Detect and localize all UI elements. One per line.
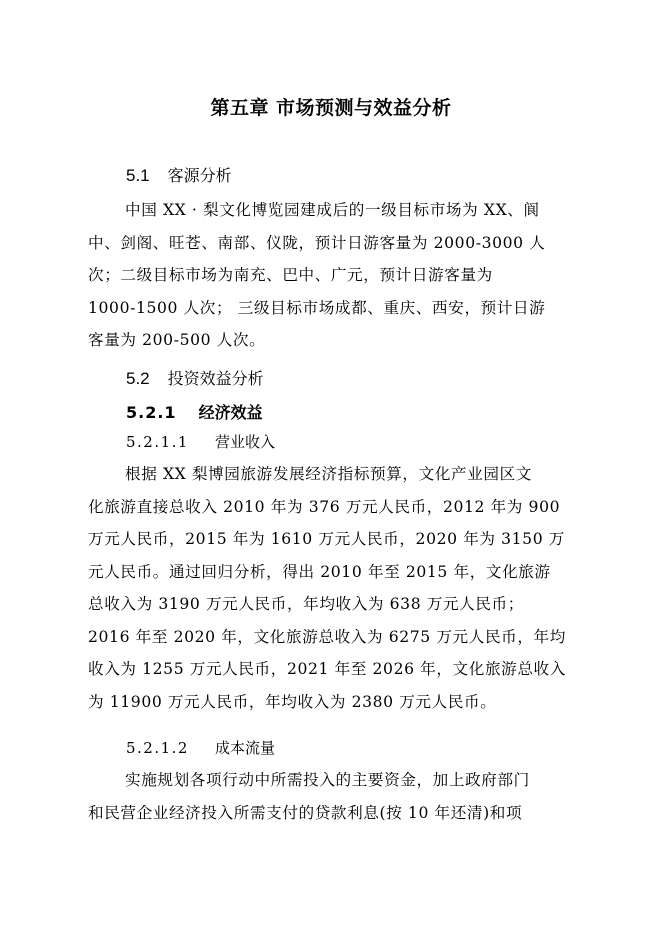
section-title: 客源分析 bbox=[167, 166, 232, 185]
paragraph-line: 中国 XX · 梨文化博览园建成后的一级目标市场为 XX、阆 bbox=[125, 201, 540, 219]
paragraph-line: 1000-1500 人次； 三级目标市场成都、重庆、西安，预计日游 bbox=[88, 298, 546, 317]
paragraph-line: 根据 XX 梨博园旅游发展经济指标预算，文化产业园区文 bbox=[125, 465, 532, 483]
paragraph-line: 总收入为 3190 万元人民币，年均收入为 638 万元人民币； bbox=[88, 595, 524, 613]
paragraph-line: 次；二级目标市场为南充、巴中、广元，预计日游客量为 bbox=[88, 266, 493, 284]
paragraph-line: 收入为 1255 万元人民币，2021 年至 2026 年，文化旅游总收入 bbox=[88, 660, 566, 678]
section-heading-5-1 bbox=[126, 163, 232, 186]
subsection-heading-5-2-1 bbox=[126, 400, 263, 423]
subsection-number: 5.2.1 bbox=[126, 403, 177, 422]
subsubsection-number: 5.2.1.1 bbox=[126, 433, 189, 451]
paragraph-line: 2016 年至 2020 年，文化旅游总收入为 6275 万元人民币，年均 bbox=[88, 627, 566, 646]
subsubsection-title: 成本流量 bbox=[214, 739, 275, 757]
subsubsection-heading-5-2-1-2 bbox=[126, 737, 275, 758]
subsubsection-heading-5-2-1-1 bbox=[126, 431, 275, 452]
paragraph-line: 元人民币。通过回归分析，得出 2010 年至 2015 年，文化旅游 bbox=[88, 562, 551, 581]
paragraph-line: 万元人民币，2015 年为 1610 万元人民币，2020 年为 3150 万 bbox=[88, 530, 565, 548]
paragraph-visitor-source bbox=[88, 194, 576, 357]
subsubsection-number: 5.2.1.2 bbox=[126, 739, 189, 757]
chapter-title: 第五章 市场预测与效益分析 bbox=[210, 97, 452, 119]
paragraph-line: 化旅游直接总收入 2010 年为 376 万元人民币，2012 年为 900 bbox=[88, 497, 561, 516]
paragraph-line: 和民营企业经济投入所需支付的贷款利息(按 10 年还清)和项 bbox=[88, 803, 523, 822]
paragraph-revenue bbox=[88, 458, 576, 718]
paragraph-line: 实施规划各项行动中所需投入的主要资金，加上政府部门 bbox=[125, 771, 530, 789]
subsection-title: 经济效益 bbox=[198, 403, 263, 422]
section-title: 投资效益分析 bbox=[167, 369, 264, 388]
subsubsection-title: 营业收入 bbox=[214, 433, 275, 451]
section-number: 5.2 bbox=[126, 369, 150, 388]
paragraph-line: 为 11900 万元人民币，年均收入为 2380 万元人民币。 bbox=[88, 692, 497, 711]
section-number: 5.1 bbox=[126, 166, 150, 185]
paragraph-line: 客量为 200-500 人次。 bbox=[88, 331, 266, 349]
paragraph-cost-flow bbox=[88, 764, 576, 829]
section-heading-5-2 bbox=[126, 366, 264, 389]
paragraph-line: 中、剑阁、旺苍、南部、仪陇，预计日游客量为 2000-3000 人 bbox=[88, 233, 546, 252]
